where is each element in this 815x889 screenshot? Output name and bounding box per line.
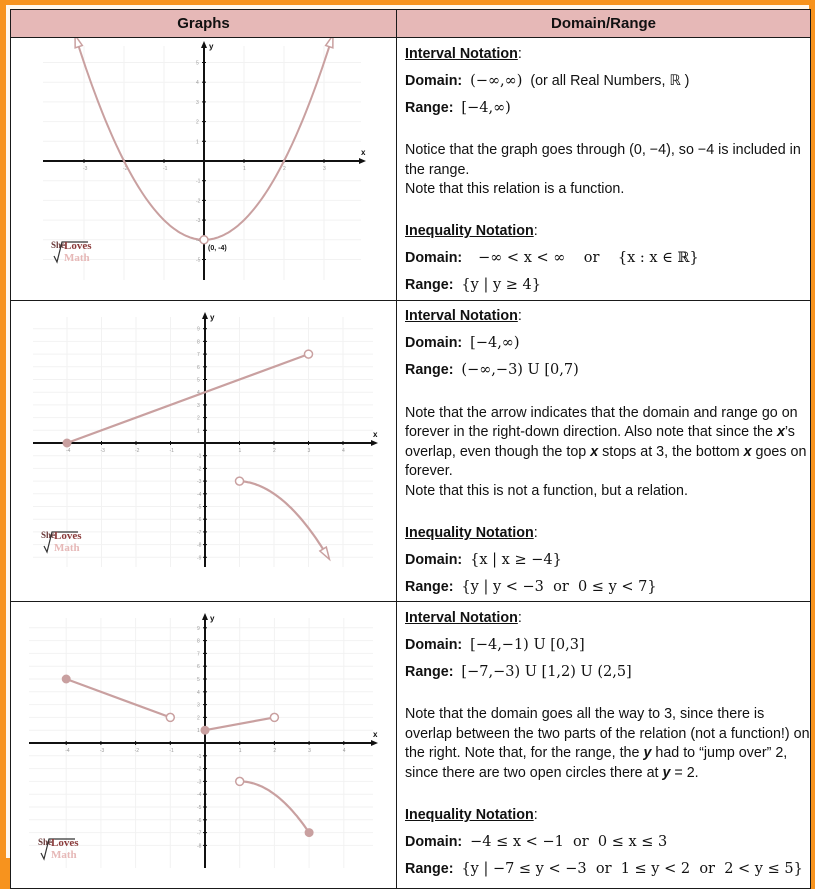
- domain-label: Domain:: [405, 636, 463, 653]
- logo-loves: Loves: [51, 837, 79, 849]
- domain-label: Domain:: [405, 833, 463, 850]
- x-axis-label: x: [373, 429, 378, 439]
- y-tick-label: 7: [197, 651, 200, 658]
- logo-math: Math: [54, 541, 80, 554]
- y-tick-label: 3: [197, 702, 200, 709]
- curve-arrow-icon: [75, 38, 82, 48]
- text-cell-1: [397, 38, 811, 301]
- y-tick-label: 9: [197, 326, 200, 333]
- table-row: [11, 38, 811, 301]
- y-tick-label: 6: [197, 364, 200, 371]
- y-tick-label: -3: [196, 218, 201, 225]
- logo-math: Math: [64, 252, 90, 264]
- interval-heading: Interval Notation: [405, 609, 518, 626]
- colon: :: [517, 609, 522, 626]
- note-text: Note that this is not a function, but a relation.: [405, 482, 688, 499]
- y-axis-label: y: [210, 312, 215, 322]
- domain-interval: [−4,∞): [470, 335, 520, 352]
- y-tick-label: -6: [197, 817, 202, 824]
- x-tick-label: 1: [238, 447, 242, 454]
- y-tick-label: -8: [197, 542, 202, 549]
- y-tick-label: 5: [197, 677, 200, 683]
- range-label: Range:: [405, 362, 454, 379]
- x-axis-label: x: [361, 148, 366, 157]
- y-tick-label: -7: [197, 830, 202, 837]
- closed-circle: [63, 439, 71, 447]
- logo-she: She: [38, 837, 53, 847]
- header-graphs: Graphs: [11, 10, 397, 38]
- closed-circle: [201, 726, 209, 734]
- graph-cell-1: [11, 38, 397, 301]
- x-tick-label: 4: [342, 447, 345, 454]
- y-tick-label: -2: [197, 766, 202, 773]
- logo-she: She: [51, 240, 66, 250]
- y-tick-label: -3: [197, 478, 202, 485]
- y-tick-label: -1: [197, 453, 202, 460]
- y-tick-label: -6: [197, 516, 202, 523]
- y-tick-label: -2: [196, 198, 201, 205]
- range-interval: [−7,−3) U [1,2) U (2,5]: [461, 663, 632, 680]
- y-tick-label: 4: [197, 689, 200, 696]
- range-label: Range:: [405, 277, 454, 294]
- logo-math: Math: [51, 849, 77, 861]
- x-tick-label: -2: [134, 748, 140, 754]
- y-tick-label: 9: [197, 625, 200, 632]
- y-tick-label: 4: [196, 80, 199, 87]
- header-domain-range: Domain/Range: [397, 10, 811, 38]
- x-tick-label: 1: [238, 748, 242, 754]
- graph-cell-2: [11, 300, 397, 602]
- logo-she: She: [41, 529, 56, 540]
- domain-label: Domain:: [405, 250, 463, 267]
- y-axis-arrow-icon: [202, 312, 208, 319]
- range-label: Range:: [405, 578, 454, 595]
- open-circle: [305, 350, 313, 358]
- note-text: Notice that the graph goes through (0, −4), so −4 is included in the range.: [405, 142, 801, 178]
- y-tick-label: -2: [197, 465, 202, 472]
- colon: :: [517, 45, 522, 62]
- y-tick-label: -1: [197, 753, 202, 760]
- y-tick-label: 8: [197, 338, 200, 345]
- colon: :: [533, 524, 538, 541]
- text-cell-2: [397, 300, 811, 602]
- open-circle: [166, 713, 174, 721]
- closed-circle: [305, 829, 313, 837]
- y-tick-label: -7: [197, 529, 202, 536]
- y-tick-label: 1: [196, 139, 199, 146]
- x-tick-label: 2: [273, 748, 277, 754]
- y-tick-label: 8: [197, 638, 200, 645]
- colon: :: [533, 806, 538, 823]
- x-axis-label: x: [373, 730, 378, 739]
- interval-heading: Interval Notation: [405, 45, 518, 62]
- x-tick-label: -3: [99, 748, 105, 754]
- x-tick-label: -1: [163, 166, 168, 172]
- domain-range-table: [10, 9, 811, 889]
- inequality-heading: Inequality Notation: [405, 806, 534, 823]
- y-tick-label: -8: [197, 843, 202, 850]
- range-inequality: {y | y ≥ 4}: [461, 277, 541, 294]
- y-tick-label: -4: [196, 237, 201, 244]
- range-inequality: {y | y < −3 or 0 ≤ y < 7}: [461, 578, 657, 595]
- x-tick-label: 3: [308, 748, 311, 754]
- domain-inequality: −4 ≤ x < −1 or 0 ≤ x ≤ 3: [470, 833, 668, 850]
- y-axis-arrow-icon: [201, 41, 207, 48]
- note-text: Note that the domain goes all the way to 3, since there is overlap between the two parts of the relation (not a function!) on the right. Note that, for the range, the y had to “jump over” 2, since there are two open circles there at y = 2.: [405, 706, 810, 781]
- y-tick-label: -5: [197, 805, 202, 811]
- range-label: Range:: [405, 663, 454, 680]
- graph-relation-3: [11, 602, 396, 885]
- y-tick-label: -4: [197, 792, 202, 799]
- y-tick-label: 5: [197, 377, 200, 383]
- inequality-heading: Inequality Notation: [405, 223, 534, 240]
- x-tick-label: 1: [243, 166, 246, 172]
- x-tick-label: -3: [83, 166, 88, 172]
- vertex-label: (0, -4): [208, 244, 227, 252]
- y-axis-label: y: [209, 42, 214, 51]
- open-circle: [200, 236, 208, 244]
- domain-interval-note: (or all Real Numbers, ℝ ): [530, 72, 690, 89]
- table-header-row: [11, 10, 811, 38]
- y-tick-label: 4: [197, 389, 200, 396]
- domain-label: Domain:: [405, 551, 463, 568]
- note-text: Note that this relation is a function.: [405, 181, 625, 197]
- x-tick-label: -2: [123, 166, 128, 172]
- range-interval: (−∞,−3) U [0,7): [461, 362, 579, 379]
- x-tick-label: 4: [342, 748, 346, 754]
- y-tick-label: -5: [196, 257, 201, 264]
- x-tick-label: -4: [66, 447, 71, 454]
- x-axis-arrow-icon: [371, 740, 378, 746]
- y-axis-label: y: [210, 614, 215, 623]
- domain-inequality: −∞ < x < ∞ or {x : x ∈ ℝ}: [478, 250, 699, 267]
- x-tick-label: -3: [100, 447, 105, 454]
- y-tick-label: 2: [197, 715, 200, 722]
- x-tick-label: 2: [273, 447, 276, 454]
- x-tick-label: -1: [169, 447, 174, 454]
- x-tick-label: 2: [283, 166, 286, 172]
- domain-inequality: {x | x ≥ −4}: [470, 551, 562, 568]
- y-tick-label: 2: [196, 119, 199, 126]
- table-row: [11, 300, 811, 602]
- graph-relation-2: [11, 301, 396, 584]
- colon: :: [517, 308, 522, 325]
- domain-interval: (−∞,∞): [470, 72, 523, 89]
- y-tick-label: 1: [197, 728, 200, 735]
- y-tick-label: 3: [196, 99, 199, 106]
- note-text: Note that the arrow indicates that the domain and range go on forever in the right-down direction. Also note that since the x’s overlap, even though the top x stops at 3, the bottom x goes on forever.: [405, 404, 807, 479]
- graph-cell-3: [11, 602, 397, 889]
- range-label: Range:: [405, 99, 454, 116]
- y-tick-label: 2: [197, 415, 200, 422]
- open-circle: [236, 477, 244, 485]
- domain-label: Domain:: [405, 335, 463, 352]
- y-tick-label: -5: [197, 504, 202, 510]
- closed-circle: [62, 675, 70, 683]
- domain-interval: [−4,−1) U [0,3]: [470, 636, 585, 653]
- line-segment: [67, 351, 309, 443]
- interval-heading: Interval Notation: [405, 308, 518, 325]
- x-tick-label: 3: [307, 447, 311, 454]
- y-axis-arrow-icon: [202, 613, 208, 620]
- line-segment: [66, 679, 170, 717]
- table-row: [11, 602, 811, 889]
- y-tick-label: 6: [197, 664, 200, 671]
- y-tick-label: 1: [197, 427, 200, 434]
- y-tick-label: 5: [196, 60, 199, 67]
- logo-loves: Loves: [64, 240, 92, 252]
- colon: :: [533, 223, 538, 240]
- curve-segment: [240, 481, 325, 550]
- graph-parabola: [11, 38, 396, 284]
- y-tick-label: 7: [197, 351, 200, 358]
- y-tick-label: -9: [197, 554, 202, 561]
- logo-loves: Loves: [54, 529, 82, 542]
- x-axis-arrow-icon: [359, 158, 366, 164]
- range-interval: [−4,∞): [461, 99, 511, 116]
- range-inequality: {y | −7 ≤ y < −3 or 1 ≤ y < 2 or 2 < y ≤ 5}: [461, 860, 803, 877]
- inequality-heading: Inequality Notation: [405, 524, 534, 541]
- y-tick-label: 3: [197, 402, 200, 409]
- open-circle: [236, 777, 244, 785]
- y-tick-label: -1: [196, 178, 201, 185]
- x-tick-label: -1: [169, 748, 174, 754]
- x-tick-label: -2: [135, 447, 140, 454]
- domain-label: Domain:: [405, 72, 463, 89]
- curve-arrow-icon: [326, 38, 333, 48]
- x-tick-label: -4: [65, 748, 70, 754]
- y-tick-label: -4: [197, 491, 202, 498]
- y-tick-label: -3: [197, 779, 202, 786]
- open-circle: [270, 713, 278, 721]
- x-tick-label: 3: [323, 166, 326, 172]
- text-cell-3: [397, 602, 811, 889]
- x-axis-arrow-icon: [371, 440, 378, 446]
- range-label: Range:: [405, 860, 454, 877]
